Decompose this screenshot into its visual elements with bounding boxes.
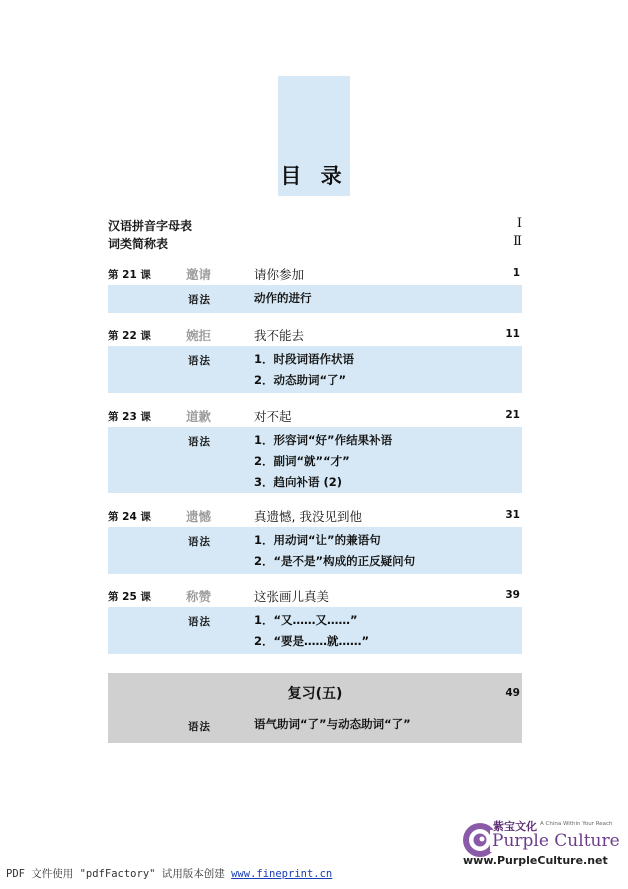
lesson-23-grammar-box (108, 427, 522, 493)
grammar-item[interactable]: 1．“又……又……” (254, 613, 358, 627)
lesson-number: 第 23 课 (108, 411, 151, 423)
grammar-item[interactable]: 2．“是不是”构成的正反疑问句 (254, 554, 416, 568)
lesson-25-row[interactable] (108, 587, 522, 605)
front-item-word-classes-page: Ⅱ (513, 234, 522, 249)
lesson-topic: 婉拒 (186, 328, 212, 343)
lesson-number: 第 25 课 (108, 591, 151, 603)
grammar-item[interactable]: 2．动态助词“了” (254, 373, 347, 387)
page-title: 目 录 (280, 164, 348, 188)
lesson-page: 1 (512, 267, 520, 279)
grammar-label: 语法 (188, 294, 211, 306)
grammar-label: 语法 (188, 436, 211, 448)
lesson-number: 第 21 课 (108, 269, 151, 281)
lesson-title: 我不能去 (254, 328, 305, 343)
grammar-item[interactable]: 动作的进行 (254, 291, 312, 305)
lesson-25-grammar-box (108, 607, 522, 654)
lesson-page: 11 (505, 328, 520, 340)
lesson-21-grammar-box (108, 285, 522, 313)
lesson-number: 第 24 课 (108, 511, 151, 523)
review-section[interactable] (108, 673, 522, 743)
footer-text: PDF 文件使用 "pdfFactory" 试用版本创建 (6, 868, 232, 880)
lesson-topic: 遗憾 (186, 509, 212, 524)
grammar-item[interactable]: 1．形容词“好”作结果补语 (254, 433, 393, 447)
lesson-topic: 道歉 (186, 409, 212, 424)
review-title: 复习(五) (287, 686, 343, 702)
lesson-number: 第 22 课 (108, 330, 151, 342)
lesson-page: 39 (505, 589, 520, 601)
grammar-item[interactable]: 2．“要是……就……” (254, 634, 370, 648)
lesson-page: 31 (505, 509, 520, 521)
grammar-item[interactable]: 3．趋向补语 (2) (254, 475, 343, 489)
lesson-page: 21 (505, 409, 520, 421)
grammar-item[interactable]: 1．用动词“让”的兼语句 (254, 533, 381, 547)
logo-chinese-name: 紫宝文化 (493, 820, 537, 833)
lesson-22-row[interactable] (108, 326, 522, 344)
grammar-label: 语法 (188, 616, 211, 628)
lesson-24-grammar-box (108, 527, 522, 574)
lesson-24-row[interactable] (108, 507, 522, 525)
front-item-pinyin-page: Ⅰ (516, 216, 522, 231)
grammar-item[interactable]: 1．时段词语作状语 (254, 352, 355, 366)
logo-tagline: A China Within Your Reach (540, 821, 613, 827)
review-page: 49 (505, 687, 520, 699)
lesson-title: 请你参加 (254, 267, 305, 282)
lesson-21-row[interactable] (108, 265, 522, 283)
front-item-word-classes[interactable]: 词类简称表 (108, 237, 169, 251)
lesson-22-grammar-box (108, 346, 522, 393)
lesson-23-row[interactable] (108, 407, 522, 425)
logo-english-name: Purple Culture (492, 831, 620, 851)
lesson-topic: 邀请 (186, 267, 212, 282)
grammar-label: 语法 (188, 355, 211, 367)
grammar-label: 语法 (188, 536, 211, 548)
lesson-title: 对不起 (254, 409, 292, 424)
lesson-topic: 称赞 (186, 589, 212, 604)
review-grammar-item: 语气助词“了”与动态助词“了” (254, 717, 411, 731)
footer-link[interactable]: www.fineprint.cn (231, 868, 333, 880)
pdf-footer (6, 866, 332, 881)
lesson-title: 这张画儿真美 (254, 589, 330, 604)
grammar-item[interactable]: 2．副词“就”“才” (254, 454, 350, 468)
lesson-title: 真遗憾, 我没见到他 (254, 509, 362, 524)
logo-url[interactable]: www.PurpleCulture.net (463, 854, 608, 867)
grammar-label: 语法 (188, 721, 211, 733)
front-item-pinyin[interactable]: 汉语拼音字母表 (108, 219, 193, 233)
